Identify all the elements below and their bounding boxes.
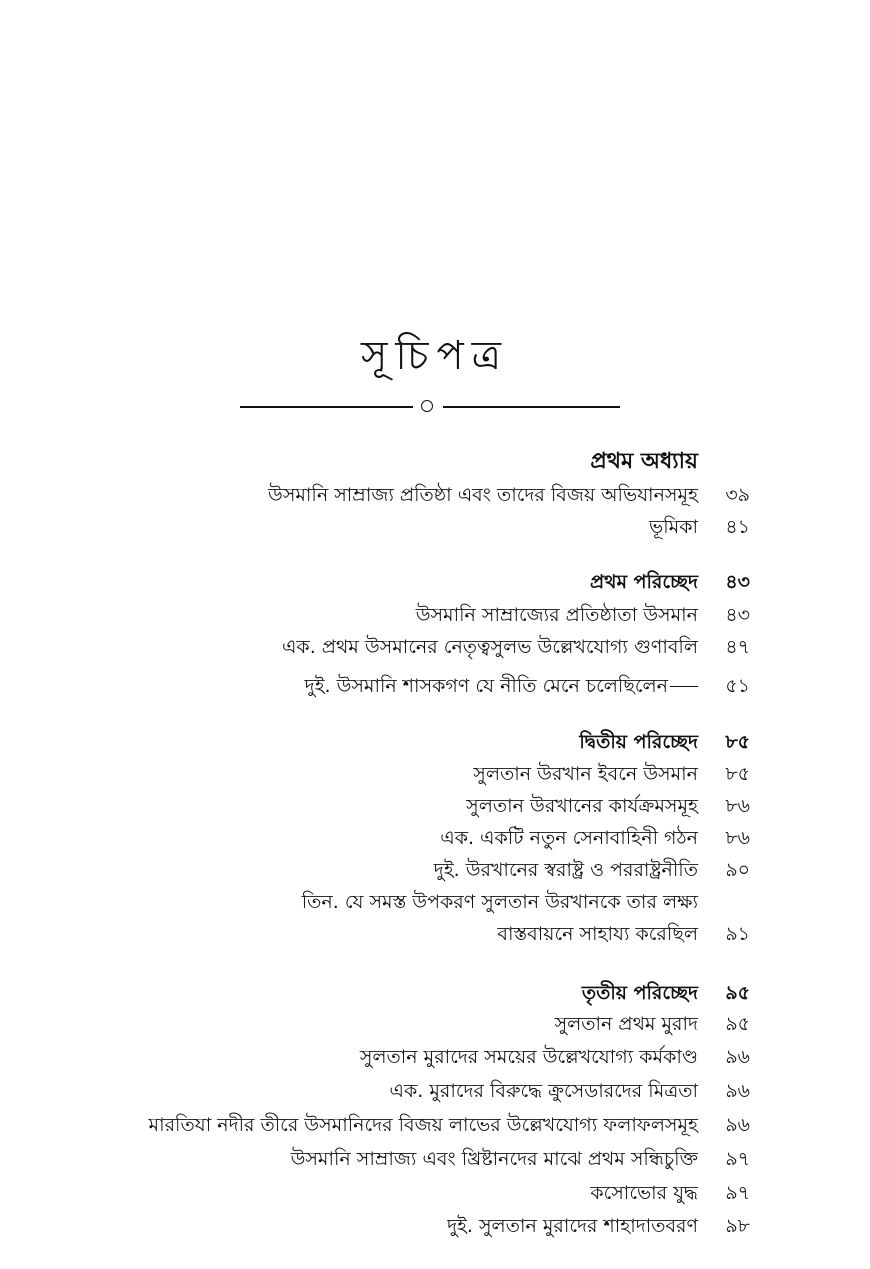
toc-section-title: প্রথম পরিচ্ছেদ	[589, 571, 698, 593]
toc-chapter-heading	[590, 448, 750, 476]
toc-entry-title: এক. একটি নতুন সেনাবাহিনী গঠন	[440, 827, 698, 849]
toc-entry-title: মারতিযা নদীর তীরে উসমানিদের বিজয় লাভের উল্লেখযোগ্য ফলাফলসমূহ	[148, 1114, 698, 1136]
toc-entry	[305, 672, 750, 700]
toc-entry	[282, 633, 750, 661]
toc-entry-title: দুই. সুলতান মুরাদের শাহাদাতবরণ	[447, 1215, 698, 1237]
toc-page-number: ৯৭	[725, 1148, 750, 1170]
toc-page-number: ৯৭	[725, 1182, 750, 1204]
toc-entry	[440, 824, 750, 852]
toc-entry	[447, 1212, 750, 1240]
toc-page-number: ৪৩	[725, 604, 750, 626]
toc-entry-title: উসমানি সাম্রাজ্য প্রতিষ্ঠা এবং তাদের বিজয় অভিযানসমূহ	[268, 484, 698, 506]
toc-page-number: ৪১	[725, 516, 750, 538]
toc-entry-title: সুলতান প্রথম মুরাদ	[554, 1013, 698, 1035]
toc-page-number: ৯১	[725, 923, 750, 945]
toc-page-number: ৩৯	[725, 484, 750, 506]
toc-entry-title: কসোভোর যুদ্ধ	[590, 1182, 698, 1204]
toc-entry-title: এক. মুরাদের বিরুদ্ধে ক্রুসেডারদের মিত্রতা	[389, 1080, 698, 1102]
toc-entry	[434, 856, 750, 884]
toc-page-number: ৮৬	[725, 827, 750, 849]
toc-entry-title: দুই. উসমানি শাসকগণ যে নীতি মেনে চলেছিলেন	[304, 675, 668, 697]
toc-page-number: ৯৫	[725, 1013, 750, 1035]
toc-entry	[149, 1111, 750, 1139]
toc-page-number: ৪৩	[725, 571, 750, 593]
toc-page-number: ৯৬	[725, 1080, 750, 1102]
toc-section-heading	[579, 728, 750, 756]
toc-entry-title: তিন. যে সমস্ত উপকরণ সুলতান উরখানকে তার লক্ষ্য	[301, 891, 698, 913]
toc-section-title: দ্বিতীয় পরিচ্ছেদ	[579, 731, 698, 753]
toc-chapter-title: প্রথম অধ্যায়	[590, 449, 698, 474]
toc-entry-title: উসমানি সাম্রাজ্য এবং খ্রিষ্টানদের মাঝে প্রথম সন্ধিচুক্তি	[290, 1148, 698, 1170]
toc-section-title: তৃতীয় পরিচ্ছেদ	[581, 982, 698, 1004]
toc-leader-dash	[670, 686, 698, 688]
toc-entry	[291, 1145, 750, 1173]
toc-entry	[473, 760, 750, 788]
page-title: সূচিপত্র	[361, 333, 509, 379]
toc-page-number: ৫১	[725, 675, 750, 697]
toc-entry	[649, 513, 750, 541]
toc-page-number: ৮৫	[725, 731, 750, 753]
toc-page-number: ৯৮	[725, 1215, 750, 1237]
toc-page-number: ৯৫	[725, 982, 750, 1004]
toc-page-number: ৮৬	[725, 795, 750, 817]
toc-entry	[390, 1077, 750, 1105]
toc-page-number: ৪৭	[725, 636, 750, 658]
toc-entry	[302, 888, 750, 916]
toc-section-heading	[590, 568, 750, 596]
toc-page-number: ৮৫	[725, 763, 750, 785]
toc-entry-title: সুলতান উরখানের কার্যক্রমসমূহ	[466, 795, 698, 817]
toc-entry-title: সুলতান মুরাদের সময়ের উল্লেখযোগ্য কর্মকাণ্ড	[359, 1046, 698, 1068]
toc-page-number: ৯৬	[725, 1046, 750, 1068]
toc-entry	[268, 481, 750, 509]
toc-entry-title: সুলতান উরখান ইবনে উসমান	[473, 763, 698, 785]
table-of-contents	[120, 0, 750, 1269]
toc-entry-title: দুই. উরখানের স্বরাষ্ট্র ও পররাষ্ট্রনীতি	[433, 859, 698, 881]
toc-page-number: ৯০	[725, 859, 750, 881]
toc-entry	[590, 1179, 750, 1207]
toc-entry-title: উসমানি সাম্রাজ্যের প্রতিষ্ঠাতা উসমান	[415, 604, 698, 626]
toc-page-number: ৯৬	[725, 1114, 750, 1136]
toc-entry	[416, 601, 750, 629]
toc-section-heading	[582, 979, 750, 1007]
toc-entry-title: ভূমিকা	[649, 516, 698, 538]
toc-entry-title: এক. প্রথম উসমানের নেতৃত্বসুলভ উল্লেখযোগ্য গুণাবলি	[281, 636, 698, 658]
toc-entry	[466, 792, 750, 820]
toc-entry	[497, 920, 750, 948]
toc-entry	[555, 1010, 750, 1038]
toc-entry-title: বাস্তবায়নে সাহায্য করেছিল	[497, 923, 698, 945]
toc-entry	[360, 1043, 750, 1071]
